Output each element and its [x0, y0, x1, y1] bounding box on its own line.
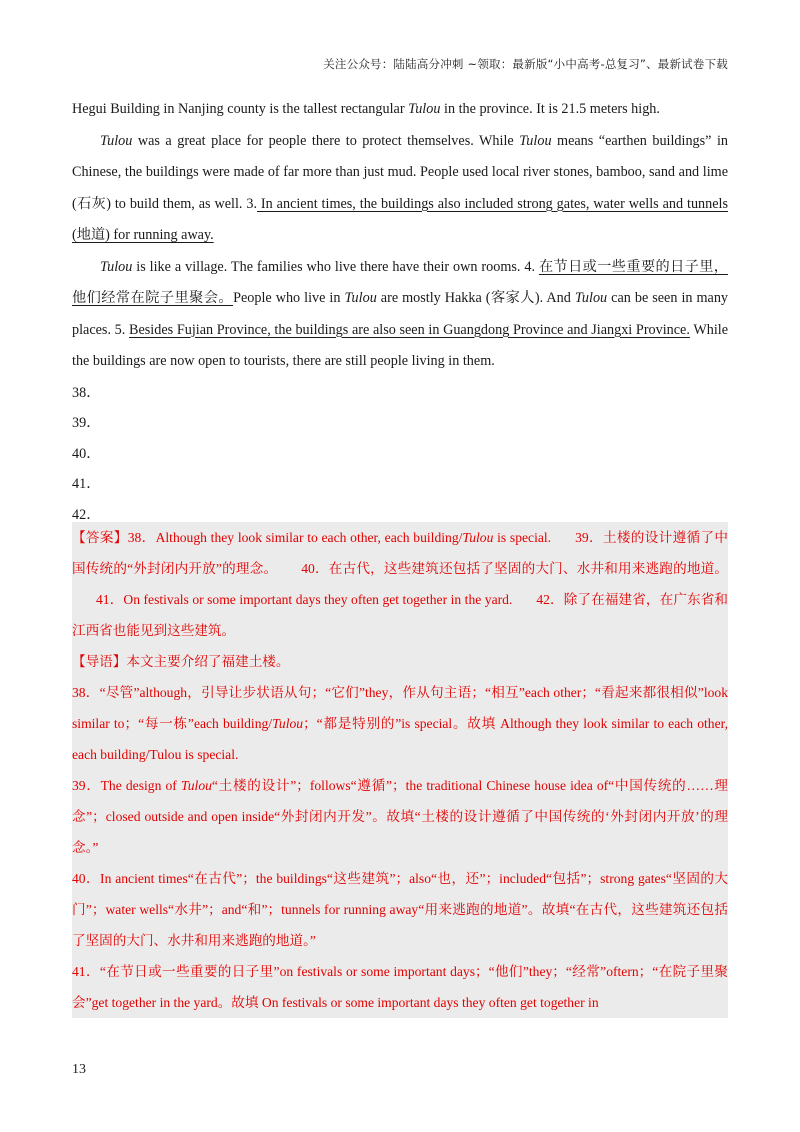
- paragraph-2: Tulou was a great place for people there to protect themselves. While Tulou means “earthen buildings” in Chinese, the buildings were made of far more than just mud. People used local river stones, bamboo, sand and lime (石灰) to build them, as well. 3. In ancient times, the buildings also included strong gates, water wells and tunnels (地道) for running away.: [72, 132, 729, 243]
- underlined-sentence-4: 在节日或一些重要的日子里，他们经常在院子里聚会。: [72, 258, 728, 306]
- question-number-39: 39．: [72, 415, 101, 431]
- guide-text: 【导语】本文主要介绍了福建土楼。: [72, 654, 290, 669]
- underlined-sentence-5: Besides Fujian Province, the buildings are also seen in Guangdong Province and Jiangxi Province.: [129, 321, 690, 338]
- answer-section: [72, 522, 728, 1018]
- question-number-38: 38．: [72, 384, 101, 401]
- page-header: 关注公众号：陆陆高分冲刺 ~领取：最新版“小中高考-总复习”、最新试卷下载: [323, 57, 728, 71]
- question-number-40: 40．: [72, 445, 101, 462]
- explanation-40: 40．In ancient times“在古代”；the buildings“这些建筑”；also“也，还”；included“包括”；strong gates“坚固的大门”；water wells“水井”；and“和”；tunnels for running away“用来逃跑的地道”。故填“在古代，这些建筑还包括了坚固的大门、水井和用来逃跑的地道。”: [72, 871, 728, 948]
- paragraph-3: Tulou is like a village. The families who live there have their own rooms. 4. 在节日或一些重要的日子里，他们经常在院子里聚会。People who live in Tulou are mostly Hakka (客家人). And Tulou can be seen in many places. 5. Besides Fujian Province, the buildings are also seen in Guangdong Province and Jiangxi Province. While the buildings are now open to tourists, there are still people living in them.: [72, 258, 729, 369]
- page-number: 13: [72, 1062, 86, 1077]
- paragraph-1: Hegui Building in Nanjing county is the tallest rectangular Tulou in the province. It is 21.5 meters high.: [72, 101, 660, 117]
- underlined-sentence-3: In ancient times, the buildings also included strong gates, water wells and tunnels (地道) for running away.: [72, 195, 728, 243]
- passage: [72, 94, 728, 530]
- answer-summary: 【答案】38．Although they look similar to each other, each building/Tulou is special. 39．土楼的设计遵循了中国传统的“外封闭内开放”的理念。 40．在古代，这些建筑还包括了坚固的大门、水井和用来逃跑的地道。41．On festivals or some important days they often get together in the yard. 42．除了在福建省，在广东省和江西省也能见到这些建筑。: [72, 530, 729, 638]
- question-number-41: 41．: [72, 476, 101, 492]
- explanation-38: 38．“尽管”although，引导让步状语从句；“它们”they，作从句主语；“相互”each other；“看起来都很相似”look similar to；“每一栋”each building/Tulou；“都是特别的”is special。故填 Although they look similar to each other, each building/Tulou is special.: [72, 685, 729, 762]
- explanation-39: 39．The design of Tulou“土楼的设计”；follows“遵循”；the traditional Chinese house idea of“中国传统的……理念”；closed outside and open inside“外封闭内开发”。故填“土楼的设计遵循了中国传统的‘外封闭内开放’的理念。”: [72, 778, 728, 855]
- question-number-42: 42．: [72, 506, 101, 523]
- explanation-41: 41．“在节日或一些重要的日子里”on festivals or some important days；“他们”they；“经常”oftern；“在院子里聚会”get together in the yard。故填 On festivals or some important days they often get together in: [72, 964, 728, 1010]
